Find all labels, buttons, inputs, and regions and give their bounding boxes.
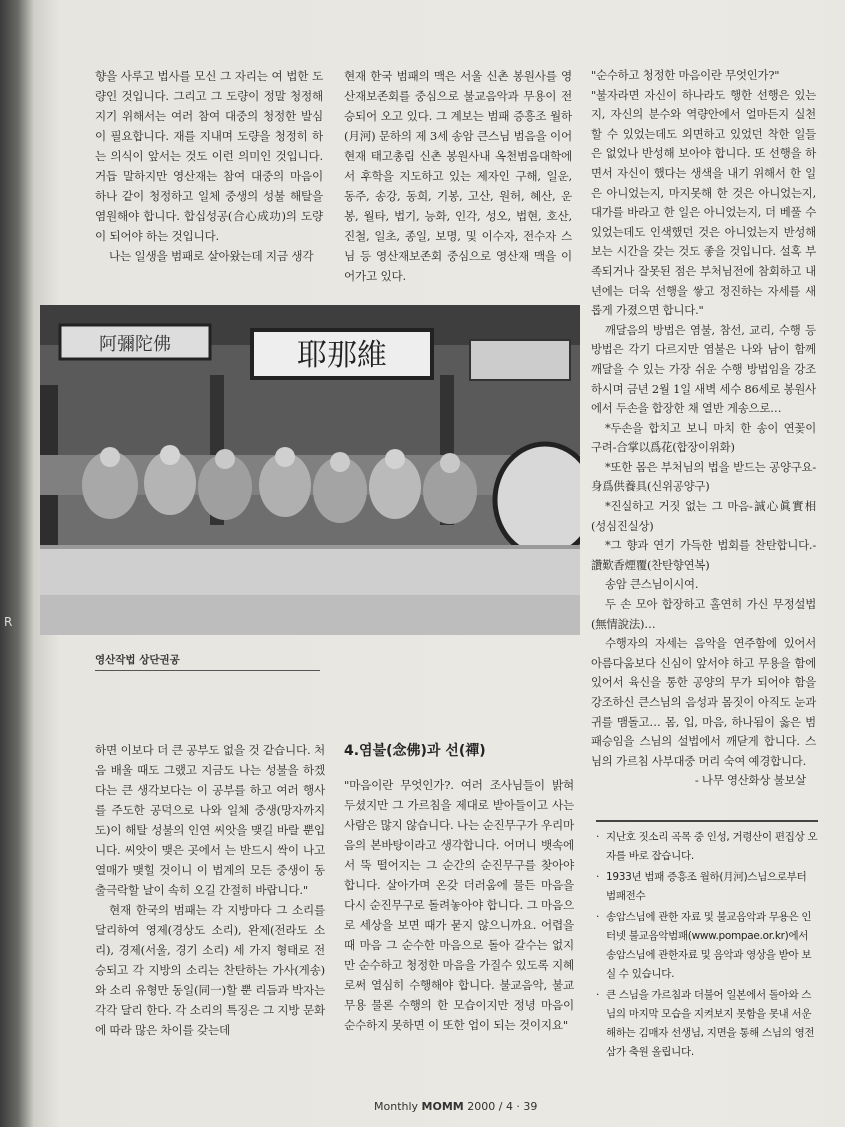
note-item: · 송암스님에 관한 자료 및 불교음악과 무용은 인터넷 불교음악범패(www.pompae.or.kr)에서 송암스님에 관한자료 및 음악과 영상을 받아 보실 수 있습니다. bbox=[596, 908, 818, 984]
note-item: · 큰 스님을 가르침과 더불어 일본에서 돌아와 스님의 마지막 모습을 지켜보지 못함을 못내 서운해하는 김매자 선생님, 지면을 통해 스님의 영전 삼가 축원 올립니다. bbox=[596, 986, 818, 1062]
verse-line: *두손을 합치고 보니 마치 한 송이 연꽃이 구려-合掌以爲花(합장이위화) bbox=[591, 420, 816, 455]
verse-line: *또한 몸은 부처님의 법을 받드는 공양구요-身爲供養具(신위공양구) bbox=[591, 459, 816, 494]
verse-line: *그 향과 연기 가득한 법회를 찬탄합니다.-讚歎香煙覆(찬탄향연복) bbox=[591, 538, 816, 572]
editor-notes-box bbox=[596, 820, 818, 1064]
edge-mark: R bbox=[4, 615, 13, 629]
ceremony-photo-graphic bbox=[40, 305, 580, 635]
paragraph: 송암 큰스님이시여. bbox=[605, 577, 699, 592]
paragraph: 나는 일생을 범패로 살아왔는데 지금 생각 bbox=[109, 249, 314, 263]
paragraph: 두 손 모아 합장하고 홀연히 가신 무정설법(無情說法)… bbox=[591, 597, 816, 631]
caption-divider bbox=[95, 670, 320, 671]
article-column-2-top bbox=[344, 66, 572, 286]
section-heading: 4.염불(念佛)과 선(禪) bbox=[344, 743, 486, 759]
note-item: · 1933년 범패 증흥조 월하(月河)스님으로부터 범패전수 bbox=[596, 868, 818, 906]
photo-caption: 영산작법 상단권공 bbox=[95, 654, 180, 666]
photo-sign-left: 阿彌陀佛 bbox=[99, 334, 171, 355]
footer-brand: MOMM bbox=[421, 1100, 464, 1113]
quote-question: "순수하고 청정한 마음이란 무엇인가?" bbox=[591, 68, 780, 82]
photo-banner: 耶那維 bbox=[297, 338, 387, 373]
article-column-2-bottom bbox=[344, 775, 574, 1035]
ceremony-photo bbox=[40, 305, 580, 635]
page-footer bbox=[374, 1100, 537, 1113]
paragraph: 현재 한국 범패의 맥은 서울 신촌 봉원사를 영산재보존회를 중심으로 불교음악과 무용이 전승되어 오고 있다. 그 계보는 범패 증흥조 월하(月河) 문하의 제 3세 송암 큰스님 범음을 이어 현재 태고총림 신촌 봉원사내 옥천범음대학에서 후학을 지도하고 있는 제자인 구해, 일운, 동주, 송강, 동희, 기봉, 고산, 원허, 혜산, 운봉, 월타, 법기, 능화, 인각, 성오, 법현, 호산, 진철, 일초, 종일, 보명, 및 이수자, 전수자 스님 등 영산재보존회 중심으로 영산재 맥을 이어가고 있다. bbox=[344, 69, 573, 283]
article-column-1-top bbox=[95, 66, 323, 266]
footer-prefix: Monthly bbox=[374, 1100, 422, 1113]
footer-issue: 2000 / 4 · 39 bbox=[463, 1100, 538, 1113]
paragraph: 하면 이보다 더 큰 공부도 없을 것 같습니다. 처음 배울 때도 그랬고 지금도 나는 성불을 하겠다는 큰 생각보다는 이 공부를 하고 여러 행사를 주도한 공덕으로 나와 일체 중생(망자까지도)이 해탈 성불의 인연 씨앗을 맺길 바랄 뿐입니다. 씨앗이 맺은 곳에서 는 반드시 싹이 나고 열매가 맺힐 것이니 이 법계의 모든 중생이 동출극락할 날이 속히 오길 간절히 바랍니다." bbox=[95, 743, 325, 897]
paragraph: 수행자의 자세는 음악을 연주함에 있어서 아름다움보다 신심이 앞서야 하고 무용을 함에 있어서 육신을 통한 공양의 무가 되어야 함을 강조하신 큰스님의 음성과 몸짓이 아직도 눈과 귀를 맴돌고… 몸, 입, 마음, 하나됨이 옳은 범패승임을 스님의 설법에서 깨닫게 합니다. 스님의 가르침 사부대중 머리 숙여 예경합니다. bbox=[591, 636, 816, 768]
paragraph: "불자라면 자신이 하나라도 행한 선행은 있는지, 자신의 분수와 역량안에서 얼마든지 실천할 수 있었는데도 외면하고 있었던 착한 일들은 없었나 반성해 보아야 합니다. 또 선행을 하면서 자신이 했다는 생색을 내기 위해서 한 일은 아니었는지, 마지못해 한 것은 아니었는지, 대가를 바라고 한 일은 아니었는지, 더 베풀 수 있었는데도 인색했던 것은 아니었는지 반성해 보는 시간을 갖는 것도 좋을 것입니다. 설혹 부족되거나 잘못된 점은 부처님전에 참회하고 내년에는 더욱 선행을 쌓고 정진하는 자세를 새롭게 가졌으면 합니다." bbox=[591, 87, 816, 318]
paragraph: 향을 사루고 법사를 모신 그 자리는 여 법한 도량인 것입니다. 그리고 그 도량이 정말 청정해 지기 위해서는 여러 참여 대중의 청정한 발심이 필요합니다. 재를 지내며 도량을 청정히 하는 의식이 앞서는 것도 이런 의미인 것입니다. 거듭 말하지만 영산재는 참여 대중의 마음이 하나 같이 청정하고 일체 중생의 성불 해탈을 염원해야 합니다. 합십성공(合心成功)의 도량이 되어야 하는 것입니다. bbox=[95, 69, 323, 243]
verse-line: *진실하고 거짓 없는 그 마음-誠心眞實相(성심진실상) bbox=[591, 499, 816, 533]
paragraph: "마음이란 무엇인가?. 여러 조사님들이 밝혀 두셨지만 그 가르침을 제대로 받아들이고 사는 사람은 많지 않습니다. 나는 순진무구가 우리마음의 본바탕이라고 생각합니다. 어머니 뱃속에서 뚝 떨어지는 그 순간의 순진무구를 찾아야 합니다. 살아가며 온갖 더러움에 물든 마음을 다시 순진무구로 돌려놓아야 합니다. 그 마음으로 세상을 보면 때가 묻지 않으니까요. 어렵을 때 마음 그 순수한 마음으로 돌아 갈수는 없지만 순수하고 청정한 마음을 가질수 있도록 지혜로써 열심히 수행해야 합니다. 불교음악, 불교무용 물론 수행의 한 모습이지만 정녕 마음이 순수하지 못하면 이 또한 업이 되는 것이지요" bbox=[344, 778, 574, 1032]
paragraph: 깨달음의 방법은 염불, 참선, 교리, 수행 등 방법은 각기 다르지만 염불은 나와 남이 함께 깨달을 수 있는 가장 쉬운 수행 방법임을 강조 하시며 금년 2월 1일 새벽 세수 86세로 봉원사에서 두손을 합장한 채 열반 게송으로… bbox=[591, 322, 816, 416]
article-column-1-bottom bbox=[95, 740, 325, 1040]
article-column-3 bbox=[591, 66, 816, 791]
paragraph: 현재 한국의 범패는 각 지방마다 그 소리를 달리하여 영제(경상도 소리), 완제(전라도 소리), 경제(서울, 경기 소리) 세 가지 형태로 전승되고 각 지방의 소리는 찬탄하는 가사(게송)와 소리 유형만 동일(同一)할 뿐 리듬과 박자는 각각 달리 한다. 각 소리의 특징은 그 지방 문화에 따라 많은 차이를 갖는데 bbox=[95, 903, 325, 1037]
signoff: - 나무 영산화상 불보살 bbox=[694, 773, 806, 788]
note-item: · 지난호 짓소리 곡목 중 인성, 거령산이 편집상 오자를 바로 잡습니다. bbox=[596, 828, 818, 866]
